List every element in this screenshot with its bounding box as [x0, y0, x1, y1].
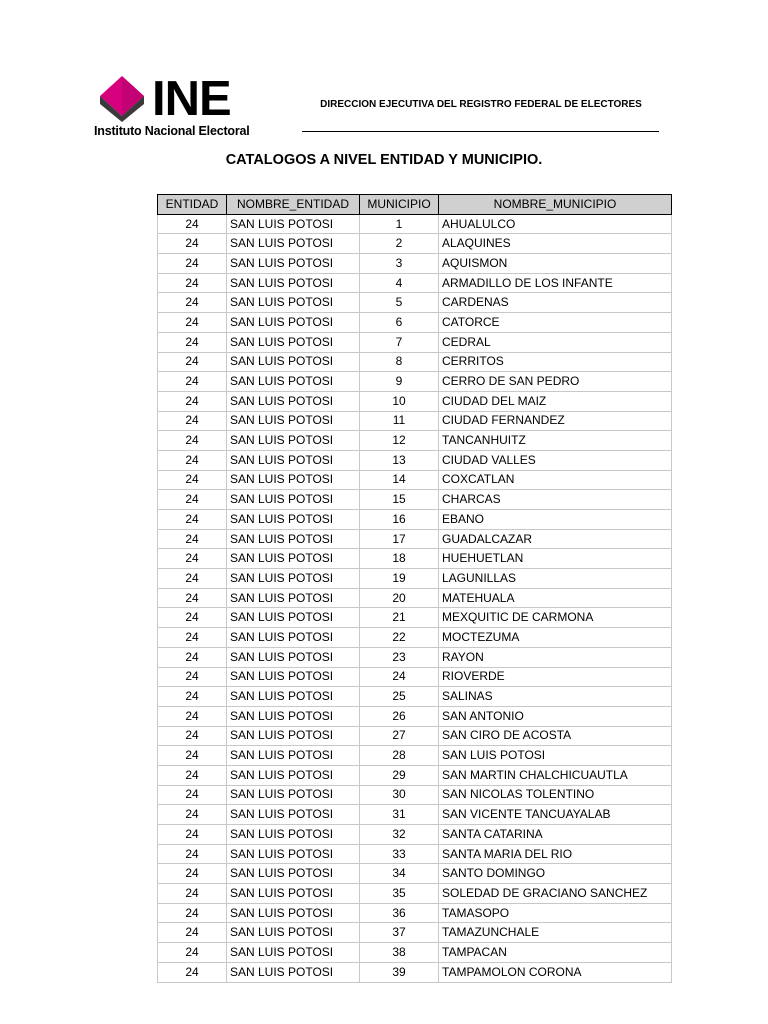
municipio-cell: 5 [360, 293, 439, 313]
nombre-entidad-cell: SAN LUIS POTOSI [227, 903, 360, 923]
nombre-municipio-cell: ALAQUINES [439, 234, 672, 254]
municipio-cell: 12 [360, 431, 439, 451]
entidad-cell: 24 [158, 647, 227, 667]
nombre-entidad-cell: SAN LUIS POTOSI [227, 785, 360, 805]
entidad-cell: 24 [158, 844, 227, 864]
entidad-cell: 24 [158, 273, 227, 293]
table-body [158, 214, 672, 982]
nombre-municipio-cell: LAGUNILLAS [439, 569, 672, 589]
table-row [158, 667, 672, 687]
entidad-cell: 24 [158, 746, 227, 766]
entidad-cell: 24 [158, 529, 227, 549]
municipio-cell: 19 [360, 569, 439, 589]
entidad-cell: 24 [158, 726, 227, 746]
municipio-cell: 21 [360, 608, 439, 628]
nombre-entidad-cell: SAN LUIS POTOSI [227, 765, 360, 785]
nombre-entidad-cell: SAN LUIS POTOSI [227, 647, 360, 667]
nombre-municipio-cell: HUEHUETLAN [439, 549, 672, 569]
entidad-cell: 24 [158, 687, 227, 707]
header-divider [302, 131, 659, 132]
table-row [158, 706, 672, 726]
nombre-entidad-cell: SAN LUIS POTOSI [227, 411, 360, 431]
nombre-municipio-cell: AHUALULCO [439, 214, 672, 234]
nombre-municipio-cell: SAN LUIS POTOSI [439, 746, 672, 766]
nombre-municipio-cell: SANTO DOMINGO [439, 864, 672, 884]
nombre-municipio-cell: CEDRAL [439, 332, 672, 352]
nombre-entidad-cell: SAN LUIS POTOSI [227, 844, 360, 864]
nombre-entidad-cell: SAN LUIS POTOSI [227, 470, 360, 490]
table-row [158, 549, 672, 569]
municipio-cell: 8 [360, 352, 439, 372]
nombre-municipio-cell: SANTA CATARINA [439, 825, 672, 845]
municipio-cell: 24 [360, 667, 439, 687]
entidad-cell: 24 [158, 864, 227, 884]
nombre-entidad-cell: SAN LUIS POTOSI [227, 529, 360, 549]
nombre-entidad-cell: SAN LUIS POTOSI [227, 273, 360, 293]
table-row [158, 726, 672, 746]
municipio-cell: 35 [360, 884, 439, 904]
nombre-entidad-cell: SAN LUIS POTOSI [227, 391, 360, 411]
nombre-entidad-cell: SAN LUIS POTOSI [227, 687, 360, 707]
municipio-cell: 36 [360, 903, 439, 923]
nombre-entidad-cell: SAN LUIS POTOSI [227, 923, 360, 943]
nombre-municipio-cell: ARMADILLO DE LOS INFANTE [439, 273, 672, 293]
entidad-cell: 24 [158, 234, 227, 254]
table-row [158, 529, 672, 549]
municipio-cell: 26 [360, 706, 439, 726]
nombre-entidad-cell: SAN LUIS POTOSI [227, 450, 360, 470]
municipio-cell: 27 [360, 726, 439, 746]
table-row [158, 569, 672, 589]
entidad-cell: 24 [158, 510, 227, 530]
nombre-municipio-cell: SAN NICOLAS TOLENTINO [439, 785, 672, 805]
entidad-cell: 24 [158, 962, 227, 982]
municipio-cell: 30 [360, 785, 439, 805]
nombre-entidad-cell: SAN LUIS POTOSI [227, 805, 360, 825]
nombre-entidad-cell: SAN LUIS POTOSI [227, 943, 360, 963]
nombre-municipio-cell: CARDENAS [439, 293, 672, 313]
municipio-cell: 7 [360, 332, 439, 352]
municipio-cell: 22 [360, 628, 439, 648]
table-header-row [158, 195, 672, 215]
nombre-entidad-cell: SAN LUIS POTOSI [227, 332, 360, 352]
column-header-entidad: ENTIDAD [158, 195, 227, 215]
nombre-municipio-cell: TANCANHUITZ [439, 431, 672, 451]
municipio-cell: 39 [360, 962, 439, 982]
entidad-cell: 24 [158, 411, 227, 431]
entidad-cell: 24 [158, 765, 227, 785]
nombre-entidad-cell: SAN LUIS POTOSI [227, 884, 360, 904]
table-row [158, 687, 672, 707]
entidad-cell: 24 [158, 667, 227, 687]
entidad-cell: 24 [158, 352, 227, 372]
entidad-cell: 24 [158, 549, 227, 569]
nombre-entidad-cell: SAN LUIS POTOSI [227, 569, 360, 589]
entidad-cell: 24 [158, 569, 227, 589]
ine-logo [92, 74, 264, 142]
entidad-cell: 24 [158, 254, 227, 274]
nombre-entidad-cell: SAN LUIS POTOSI [227, 726, 360, 746]
table-row [158, 510, 672, 530]
municipio-cell: 9 [360, 372, 439, 392]
table-row [158, 805, 672, 825]
table-row [158, 608, 672, 628]
municipio-cell: 37 [360, 923, 439, 943]
nombre-municipio-cell: TAMASOPO [439, 903, 672, 923]
table-row [158, 746, 672, 766]
table-row [158, 372, 672, 392]
nombre-municipio-cell: CIUDAD DEL MAIZ [439, 391, 672, 411]
entidad-cell: 24 [158, 785, 227, 805]
nombre-municipio-cell: MATEHUALA [439, 588, 672, 608]
municipio-cell: 18 [360, 549, 439, 569]
table-row [158, 332, 672, 352]
table-row [158, 352, 672, 372]
municipio-cell: 31 [360, 805, 439, 825]
logo-letters: INE [152, 72, 231, 126]
table-row [158, 293, 672, 313]
table-row [158, 785, 672, 805]
municipio-cell: 11 [360, 411, 439, 431]
entidad-cell: 24 [158, 903, 227, 923]
nombre-entidad-cell: SAN LUIS POTOSI [227, 214, 360, 234]
entidad-cell: 24 [158, 470, 227, 490]
entidad-cell: 24 [158, 706, 227, 726]
column-header-nombre-entidad: NOMBRE_ENTIDAD [227, 195, 360, 215]
nombre-municipio-cell: AQUISMON [439, 254, 672, 274]
nombre-entidad-cell: SAN LUIS POTOSI [227, 293, 360, 313]
entidad-cell: 24 [158, 608, 227, 628]
nombre-municipio-cell: CATORCE [439, 313, 672, 333]
entidad-cell: 24 [158, 391, 227, 411]
institution-name: Instituto Nacional Electoral [94, 124, 250, 138]
municipio-cell: 23 [360, 647, 439, 667]
nombre-municipio-cell: SANTA MARIA DEL RIO [439, 844, 672, 864]
municipio-cell: 15 [360, 490, 439, 510]
table-row [158, 588, 672, 608]
table-row [158, 450, 672, 470]
nombre-entidad-cell: SAN LUIS POTOSI [227, 962, 360, 982]
ine-diamond-icon [96, 74, 156, 124]
nombre-entidad-cell: SAN LUIS POTOSI [227, 234, 360, 254]
entidad-cell: 24 [158, 825, 227, 845]
municipio-cell: 25 [360, 687, 439, 707]
nombre-municipio-cell: CIUDAD FERNANDEZ [439, 411, 672, 431]
table-row [158, 214, 672, 234]
municipio-cell: 14 [360, 470, 439, 490]
municipio-cell: 1 [360, 214, 439, 234]
municipio-cell: 10 [360, 391, 439, 411]
municipio-cell: 32 [360, 825, 439, 845]
entidad-cell: 24 [158, 293, 227, 313]
nombre-municipio-cell: SOLEDAD DE GRACIANO SANCHEZ [439, 884, 672, 904]
nombre-entidad-cell: SAN LUIS POTOSI [227, 352, 360, 372]
municipio-cell: 34 [360, 864, 439, 884]
nombre-entidad-cell: SAN LUIS POTOSI [227, 549, 360, 569]
table-row [158, 765, 672, 785]
nombre-entidad-cell: SAN LUIS POTOSI [227, 667, 360, 687]
entidad-cell: 24 [158, 431, 227, 451]
nombre-municipio-cell: TAMPACAN [439, 943, 672, 963]
table-row [158, 647, 672, 667]
table-row [158, 234, 672, 254]
nombre-municipio-cell: RIOVERDE [439, 667, 672, 687]
nombre-entidad-cell: SAN LUIS POTOSI [227, 706, 360, 726]
nombre-entidad-cell: SAN LUIS POTOSI [227, 431, 360, 451]
catalog-table [157, 194, 672, 983]
table-row [158, 844, 672, 864]
nombre-municipio-cell: RAYON [439, 647, 672, 667]
nombre-entidad-cell: SAN LUIS POTOSI [227, 864, 360, 884]
entidad-cell: 24 [158, 628, 227, 648]
table-row [158, 864, 672, 884]
table-row [158, 825, 672, 845]
municipio-cell: 17 [360, 529, 439, 549]
municipio-cell: 13 [360, 450, 439, 470]
table-row [158, 431, 672, 451]
municipio-cell: 4 [360, 273, 439, 293]
entidad-cell: 24 [158, 805, 227, 825]
nombre-municipio-cell: CERRO DE SAN PEDRO [439, 372, 672, 392]
nombre-entidad-cell: SAN LUIS POTOSI [227, 746, 360, 766]
nombre-municipio-cell: SAN CIRO DE ACOSTA [439, 726, 672, 746]
table-row [158, 943, 672, 963]
table-row [158, 962, 672, 982]
nombre-entidad-cell: SAN LUIS POTOSI [227, 588, 360, 608]
nombre-entidad-cell: SAN LUIS POTOSI [227, 510, 360, 530]
nombre-municipio-cell: GUADALCAZAR [439, 529, 672, 549]
nombre-municipio-cell: CERRITOS [439, 352, 672, 372]
municipio-cell: 3 [360, 254, 439, 274]
table-row [158, 903, 672, 923]
entidad-cell: 24 [158, 214, 227, 234]
municipio-cell: 38 [360, 943, 439, 963]
nombre-municipio-cell: SAN VICENTE TANCUAYALAB [439, 805, 672, 825]
nombre-municipio-cell: SAN ANTONIO [439, 706, 672, 726]
table-row [158, 391, 672, 411]
nombre-municipio-cell: SALINAS [439, 687, 672, 707]
entidad-cell: 24 [158, 332, 227, 352]
table-row [158, 273, 672, 293]
entidad-cell: 24 [158, 313, 227, 333]
nombre-entidad-cell: SAN LUIS POTOSI [227, 313, 360, 333]
column-header-municipio: MUNICIPIO [360, 195, 439, 215]
department-title: DIRECCION EJECUTIVA DEL REGISTRO FEDERAL DE ELECTORES [320, 99, 642, 110]
municipio-cell: 28 [360, 746, 439, 766]
entidad-cell: 24 [158, 450, 227, 470]
nombre-entidad-cell: SAN LUIS POTOSI [227, 490, 360, 510]
nombre-municipio-cell: SAN MARTIN CHALCHICUAUTLA [439, 765, 672, 785]
nombre-municipio-cell: CHARCAS [439, 490, 672, 510]
entidad-cell: 24 [158, 490, 227, 510]
nombre-entidad-cell: SAN LUIS POTOSI [227, 608, 360, 628]
entidad-cell: 24 [158, 588, 227, 608]
municipio-cell: 20 [360, 588, 439, 608]
table-row [158, 490, 672, 510]
nombre-municipio-cell: TAMAZUNCHALE [439, 923, 672, 943]
table-row [158, 923, 672, 943]
entidad-cell: 24 [158, 943, 227, 963]
municipio-cell: 2 [360, 234, 439, 254]
municipio-cell: 16 [360, 510, 439, 530]
table-row [158, 411, 672, 431]
table-row [158, 470, 672, 490]
municipio-cell: 6 [360, 313, 439, 333]
entidad-cell: 24 [158, 923, 227, 943]
nombre-entidad-cell: SAN LUIS POTOSI [227, 254, 360, 274]
nombre-entidad-cell: SAN LUIS POTOSI [227, 372, 360, 392]
nombre-municipio-cell: TAMPAMOLON CORONA [439, 962, 672, 982]
table-row [158, 628, 672, 648]
table-row [158, 254, 672, 274]
table-row [158, 884, 672, 904]
nombre-municipio-cell: MOCTEZUMA [439, 628, 672, 648]
entidad-cell: 24 [158, 884, 227, 904]
column-header-nombre-municipio: NOMBRE_MUNICIPIO [439, 195, 672, 215]
municipio-cell: 33 [360, 844, 439, 864]
nombre-municipio-cell: MEXQUITIC DE CARMONA [439, 608, 672, 628]
nombre-entidad-cell: SAN LUIS POTOSI [227, 628, 360, 648]
nombre-municipio-cell: EBANO [439, 510, 672, 530]
nombre-entidad-cell: SAN LUIS POTOSI [227, 825, 360, 845]
nombre-municipio-cell: COXCATLAN [439, 470, 672, 490]
table-row [158, 313, 672, 333]
page-title: CATALOGOS A NIVEL ENTIDAD Y MUNICIPIO. [225, 152, 543, 168]
nombre-municipio-cell: CIUDAD VALLES [439, 450, 672, 470]
entidad-cell: 24 [158, 372, 227, 392]
municipio-cell: 29 [360, 765, 439, 785]
